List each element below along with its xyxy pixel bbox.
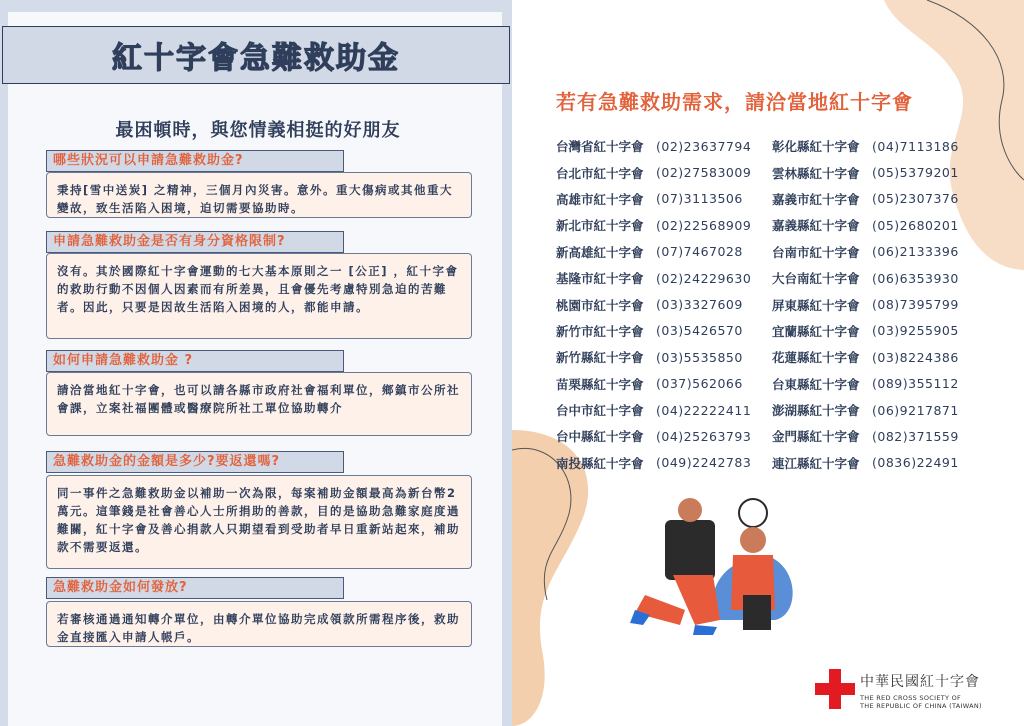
logo-name-zh: 中華民國紅十字會: [860, 674, 980, 690]
contact-row: [556, 371, 751, 397]
contact-phone: (03)5535850: [656, 349, 743, 365]
contact-row: [556, 159, 751, 185]
contact-name: 苗栗縣紅十字會: [556, 376, 644, 392]
contact-name: 金門縣紅十字會: [772, 429, 860, 445]
shoe-right: [693, 625, 717, 635]
contact-row: [556, 133, 751, 159]
contact-name: 新高雄紅十字會: [556, 244, 644, 260]
contact-phone: (05)2680201: [872, 217, 959, 233]
subtitle: 最困頓時，與您情義相挺的好朋友: [115, 120, 401, 141]
contact-name: 花蓮縣紅十字會: [772, 350, 860, 366]
contact-row: [772, 212, 959, 238]
answer-text: 同一事件之急難救助金以補助一次為限，每案補助金額最高為新台幣2萬元。這筆錢是社會善心人士所捐助的善款，目的是協助急難家庭度過難關，紅十字會及善心捐款人只期望看到受助者早日重新站起來，補助款不需要返還。: [46, 475, 472, 569]
contact-phone: (07)3113506: [656, 191, 743, 207]
qa-block-4: [46, 451, 472, 554]
contact-name: 台中市紅十字會: [556, 403, 644, 419]
contact-row: [772, 186, 959, 212]
contact-phone: (037)562066: [656, 376, 743, 392]
contact-phone: (04)7113186: [872, 138, 959, 154]
man-body: [665, 520, 715, 580]
contact-row: [772, 423, 959, 449]
contact-row: [556, 423, 751, 449]
hair-bun: [739, 499, 767, 527]
contact-phone: (08)7395799: [872, 297, 959, 313]
question-heading: 急難救助金如何發放?: [46, 577, 344, 599]
contact-row: [556, 265, 751, 291]
question-heading: 申請急難救助金是否有身分資格限制?: [46, 231, 344, 253]
page-title: 紅十字會急難救助金: [112, 41, 400, 76]
question-heading: 急難救助金的金額是多少?要返還嗎?: [46, 451, 344, 473]
contact-phone: (0836)22491: [872, 455, 959, 471]
contact-name: 台灣省紅十字會: [556, 139, 644, 155]
contact-name: 新北市紅十字會: [556, 218, 644, 234]
contact-row: [772, 159, 959, 185]
contact-phone: (03)5426570: [656, 323, 743, 339]
contact-name: 台南市紅十字會: [772, 244, 860, 260]
contact-row: [772, 450, 959, 476]
contact-row: [556, 239, 751, 265]
contact-row: [556, 186, 751, 212]
contact-phone: (02)23637794: [656, 138, 752, 154]
contact-name: 台北市紅十字會: [556, 165, 644, 181]
contact-name: 連江縣紅十字會: [772, 455, 860, 471]
contact-name: 台東縣紅十字會: [772, 376, 860, 392]
contact-phone: (07)7467028: [656, 244, 743, 260]
contact-row: [772, 291, 959, 317]
contact-phone: (03)8224386: [872, 349, 959, 365]
woman-head: [740, 527, 766, 553]
contact-phone: (04)25263793: [656, 428, 752, 444]
contact-row: [556, 397, 751, 423]
contact-phone: (06)9217871: [872, 402, 959, 418]
qa-block-5: [46, 577, 472, 644]
contact-row: [556, 344, 751, 370]
contact-phone: (082)371559: [872, 428, 959, 444]
contact-row: [772, 133, 959, 159]
contact-name: 嘉義市紅十字會: [772, 191, 860, 207]
contact-phone: (05)5379201: [872, 165, 959, 181]
man-head: [678, 498, 702, 522]
contact-row: [772, 318, 959, 344]
contact-name: 高雄市紅十字會: [556, 191, 644, 207]
answer-text: 沒有。其於國際紅十字會運動的七大基本原則之一 [公正] ，紅十字會的救助行動不因個人因素而有所差異，且會優先考慮特別急迫的苦難者。因此，只要是因故生活陷入困境的人，都能申請。: [46, 253, 472, 339]
qa-block-1: [46, 150, 472, 215]
contact-phone: (06)6353930: [872, 270, 959, 286]
contact-name: 澎湖縣紅十字會: [772, 403, 860, 419]
contact-phone: (049)2242783: [656, 455, 752, 471]
contact-phone: (03)3327609: [656, 297, 743, 313]
logo-name-en-line1: THE RED CROSS SOCIETY OF: [860, 694, 962, 702]
contact-phone: (089)355112: [872, 376, 959, 392]
contact-name: 基隆市紅十字會: [556, 271, 644, 287]
red-cross-logo-icon: [815, 669, 855, 709]
contact-list-left: [556, 133, 751, 476]
contact-row: [772, 397, 959, 423]
logo-name-en-line2: THE REPUBLIC OF CHINA (TAIWAN): [860, 702, 982, 710]
contact-row: [556, 318, 751, 344]
logo-name-en: [860, 694, 982, 710]
contact-list-right: [772, 133, 959, 476]
people-illustration: [625, 495, 815, 655]
contact-phone: (02)24229630: [656, 270, 752, 286]
contact-phone: (06)2133396: [872, 244, 959, 260]
contact-name: 宜蘭縣紅十字會: [772, 323, 860, 339]
qa-block-2: [46, 231, 472, 314]
title-banner: [2, 26, 510, 84]
question-heading: 哪些狀況可以申請急難救助金?: [46, 150, 344, 172]
question-heading: 如何申請急難救助金 ?: [46, 350, 344, 372]
contact-phone: (04)22222411: [656, 402, 752, 418]
contact-name: 大台南紅十字會: [772, 271, 860, 287]
contact-row: [772, 344, 959, 370]
contact-name: 新竹縣紅十字會: [556, 350, 644, 366]
answer-text: 請洽當地紅十字會，也可以請各縣市政府社會福利單位，鄉鎮市公所社會課，立案社福團體或醫療院所社工單位協助轉介: [46, 372, 472, 436]
contact-name: 台中縣紅十字會: [556, 429, 644, 445]
contact-phone: (02)27583009: [656, 165, 752, 181]
contact-name: 嘉義縣紅十字會: [772, 218, 860, 234]
contact-row: [556, 212, 751, 238]
qa-block-3: [46, 350, 472, 415]
contact-row: [556, 291, 751, 317]
contact-phone: (02)22568909: [656, 217, 752, 233]
contact-name: 雲林縣紅十字會: [772, 165, 860, 181]
answer-text: 秉持[雪中送炭] 之精神，三個月內災害。意外。重大傷病或其他重大變故，致生活陷入困境，迫切需要協助時。: [46, 172, 472, 218]
woman-legs: [743, 595, 771, 630]
contact-name: 南投縣紅十字會: [556, 455, 644, 471]
contact-name: 屏東縣紅十字會: [772, 297, 860, 313]
contact-row: [772, 239, 959, 265]
contact-row: [772, 371, 959, 397]
contact-heading: 若有急難救助需求，請洽當地紅十字會: [556, 90, 913, 114]
contact-name: 彰化縣紅十字會: [772, 139, 860, 155]
answer-text: 若審核通過通知轉介單位，由轉介單位協助完成領款所需程序後，救助金直接匯入申請人帳戶。: [46, 601, 472, 647]
contact-row: [556, 450, 751, 476]
contact-phone: (05)2307376: [872, 191, 959, 207]
contact-name: 新竹市紅十字會: [556, 323, 644, 339]
contact-phone: (03)9255905: [872, 323, 959, 339]
contact-row: [772, 265, 959, 291]
contact-name: 桃園市紅十字會: [556, 297, 644, 313]
